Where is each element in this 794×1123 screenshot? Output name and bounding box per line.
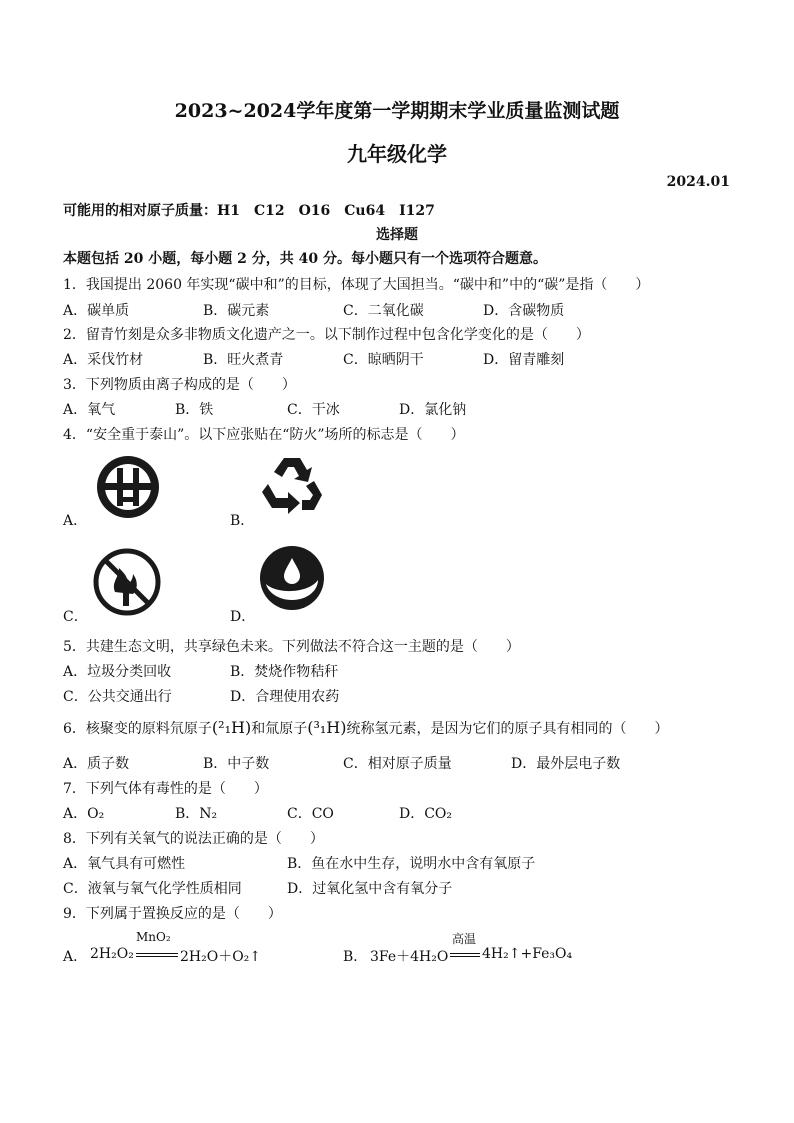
question-5-stem: 5．共建生态文明，共享绿色未来。下列做法不符合这一主题的是（ ） — [63, 639, 520, 655]
question-1-stem: 1．我国提出 2060 年实现“碳中和”的目标，体现了大国担当。“碳中和”中的“碳”是指（ ） — [63, 277, 650, 293]
q9-option-b-condition: 高温 — [452, 932, 477, 946]
q6-option-d: D．最外层电子数 — [511, 756, 621, 772]
q9-option-a-label: A． — [63, 949, 88, 965]
q8-option-c: C．液氧与氧气化学性质相同 — [63, 881, 242, 897]
q7-option-d: D．CO₂ — [399, 806, 453, 822]
q6-option-b: B．中子数 — [203, 756, 270, 772]
q3-option-a: A．氧气 — [63, 402, 116, 418]
q8-option-a: A．氧气具有可燃性 — [63, 856, 186, 872]
q9-option-a-reactants: 2H₂O₂ — [90, 946, 134, 962]
q2-option-d: D．留青雕刻 — [483, 352, 565, 368]
q5-option-b: B．焚烧作物秸秆 — [230, 664, 339, 680]
q7-option-b: B．N₂ — [175, 806, 218, 822]
no-parking-style-sign-icon — [95, 454, 161, 520]
q9-option-a-products: 2H₂O＋O₂↑ — [180, 949, 262, 965]
q5-option-a: A．垃圾分类回收 — [63, 664, 172, 680]
water-saving-icon — [258, 544, 326, 612]
question-7-stem: 7．下列气体有毒性的是（ ） — [63, 781, 268, 797]
q1-option-c: C．二氧化碳 — [343, 303, 424, 319]
question-8-stem: 8．下列有关氧气的说法正确的是（ ） — [63, 831, 324, 847]
q3-option-d: D．氯化钠 — [399, 402, 467, 418]
q9-option-b-label: B． — [343, 949, 368, 965]
q9-option-b-reactants: 3Fe＋4H₂O — [370, 949, 449, 965]
q9-option-a-condition: MnO₂ — [136, 930, 171, 944]
q9-option-b-equals-sign — [450, 953, 480, 957]
q4-option-a: A． — [63, 513, 88, 529]
exam-subject: 九年级化学 — [347, 142, 447, 166]
q4-option-b: B． — [230, 513, 255, 529]
q2-option-c: C．晾晒阴干 — [343, 352, 424, 368]
q4-option-c: C． — [63, 609, 88, 625]
q6-stem-part-2: 和氚原子 — [251, 721, 308, 737]
q9-option-a-equals-sign — [136, 953, 178, 957]
question-4-stem: 4．“安全重于泰山”。以下应张贴在“防火”场所的标志是（ ） — [63, 427, 465, 443]
question-9-stem: 9．下列属于置换反应的是（ ） — [63, 906, 282, 922]
question-2-stem: 2．留青竹刻是众多非物质文化遗产之一。以下制作过程中包含化学变化的是（ ） — [63, 327, 590, 343]
q6-stem-part-3: 统称氢元素，是因为它们的原子具有相同的（ ） — [346, 721, 669, 737]
q7-option-c: C．CO — [287, 806, 334, 822]
q6-option-a: A．质子数 — [63, 756, 130, 772]
q8-option-d: D．过氧化氢中含有氧分子 — [287, 881, 453, 897]
exam-title: 2023~2024学年度第一学期期末学业质量监测试题 — [174, 100, 620, 122]
q2-option-b: B．旺火煮青 — [203, 352, 284, 368]
q3-option-c: C．干冰 — [287, 402, 340, 418]
question-3-stem: 3．下列物质由离子构成的是（ ） — [63, 377, 296, 393]
question-6-stem — [63, 718, 668, 738]
q7-option-a: A．O₂ — [63, 806, 105, 822]
q6-isotope-deuterium: (²₁H) — [211, 718, 252, 737]
section-title: 选择题 — [376, 227, 418, 243]
q3-option-b: B．铁 — [175, 402, 214, 418]
q2-option-a: A．采伐竹材 — [63, 352, 144, 368]
q9-option-b-products: 4H₂↑+Fe₃O₄ — [482, 946, 573, 962]
q5-option-d: D．合理使用农药 — [230, 689, 340, 705]
q1-option-a: A．碳单质 — [63, 303, 130, 319]
q1-option-b: B．碳元素 — [203, 303, 270, 319]
q6-option-c: C．相对原子质量 — [343, 756, 452, 772]
exam-date: 2024.01 — [666, 174, 730, 190]
no-open-flame-icon — [93, 548, 161, 616]
q6-stem-part-1: 6．核聚变的原料氘原子 — [63, 721, 212, 737]
instructions: 本题包括 20 小题，每小题 2 分，共 40 分。每小题只有一个选项符合题意。 — [63, 251, 547, 267]
q1-option-d: D．含碳物质 — [483, 303, 565, 319]
q6-isotope-tritium: (³₁H) — [307, 718, 347, 737]
q4-option-d: D． — [230, 609, 256, 625]
recycle-icon — [258, 452, 326, 520]
q5-option-c: C．公共交通出行 — [63, 689, 172, 705]
q8-option-b: B．鱼在水中生存，说明水中含有氧原子 — [287, 856, 536, 872]
atomic-masses: 可能用的相对原子质量：H1 C12 O16 Cu64 I127 — [63, 203, 435, 219]
